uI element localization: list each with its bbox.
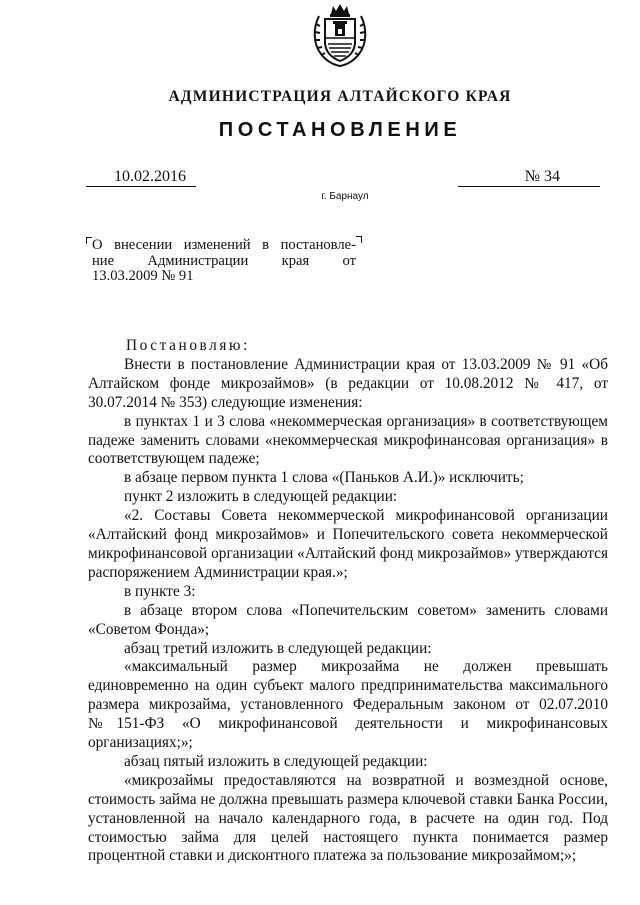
body-paragraph: абзац пятый изложить в следующей редакции: — [124, 752, 428, 770]
coat-of-arms-icon — [311, 2, 369, 68]
number-underline — [458, 186, 600, 187]
body-paragraph: Внести в постановление Администрации края от 13.03.2009 № 91 «Об Алтайском фонде микрозаймов» (в редакции от 10.08.2012 № 417, от 30.07.2014 № 353) следующие изменения: — [88, 355, 608, 411]
subject-line: О внесении изменений в постановле- — [92, 237, 356, 253]
organization-title: АДМИНИСТРАЦИЯ АЛТАЙСКОГО КРАЯ — [168, 88, 512, 105]
body-paragraph: абзац третий изложить в следующей редакции: — [124, 639, 432, 657]
body-paragraph: «2. Составы Совета некоммерческой микрофинансовой организации «Алтайский фонд микрозаймов» и Попечительского совета некоммерческой микрофинансовой организации «Алтайский фонд микрозаймов» утверждаются распоряжением Администрации края.»; — [88, 507, 608, 581]
resolution-lead: Постановляю: — [126, 337, 250, 354]
body-paragraph: в абзаце первом пункта 1 слова «(Паньков А.И.)» исключить; — [124, 469, 524, 487]
body-paragraph: пункт 2 изложить в следующей редакции: — [124, 488, 398, 506]
city-label: г. Барнаул — [321, 191, 369, 202]
body-paragraph: в абзаце втором слова «Попечительским советом» заменить словами «Советом Фонда»; — [88, 601, 608, 638]
subject-line: ние Администрации края от — [92, 252, 356, 269]
body-paragraph: в пункте 3: — [124, 582, 196, 600]
document-subject — [92, 238, 356, 285]
date-underline — [86, 186, 196, 187]
body-paragraph: «микрозаймы предоставляются на возвратной и возмездной основе, стоимость займа не должна превышать размера ключевой ставки Банка России, установленной на начало календарного года, в расчете на один год. Под стоимостью займа для целей настоящего пункта понимается размер процентной ставки и дисконтного платежа за пользование микрозаймом;»; — [88, 771, 608, 865]
body-paragraph: «максимальный размер микрозайма не должен превышать единовременно на один субъект малого предпринимательства максимального размера микрозайма, установленного Федеральным законом от 02.07.2010 №151-ФЗ «О микрофинансовой деятельности и микрофинансовых организациях;»; — [88, 658, 608, 752]
document-type-title: ПОСТАНОВЛЕНИЕ — [218, 119, 462, 141]
document-date: 10.02.2016 — [114, 168, 186, 185]
subject-line: 13.03.2009 № 91 — [92, 268, 194, 284]
body-paragraph: в пунктах 1 и 3 слова «некоммерческая организация» в соответствующем падеже заменить словами «некоммерческая микрофинансовая организация» в соответствующем падеже; — [88, 412, 608, 468]
document-number: № 34 — [524, 168, 560, 185]
document-body — [88, 337, 608, 866]
subject-bracket-right — [356, 236, 362, 243]
